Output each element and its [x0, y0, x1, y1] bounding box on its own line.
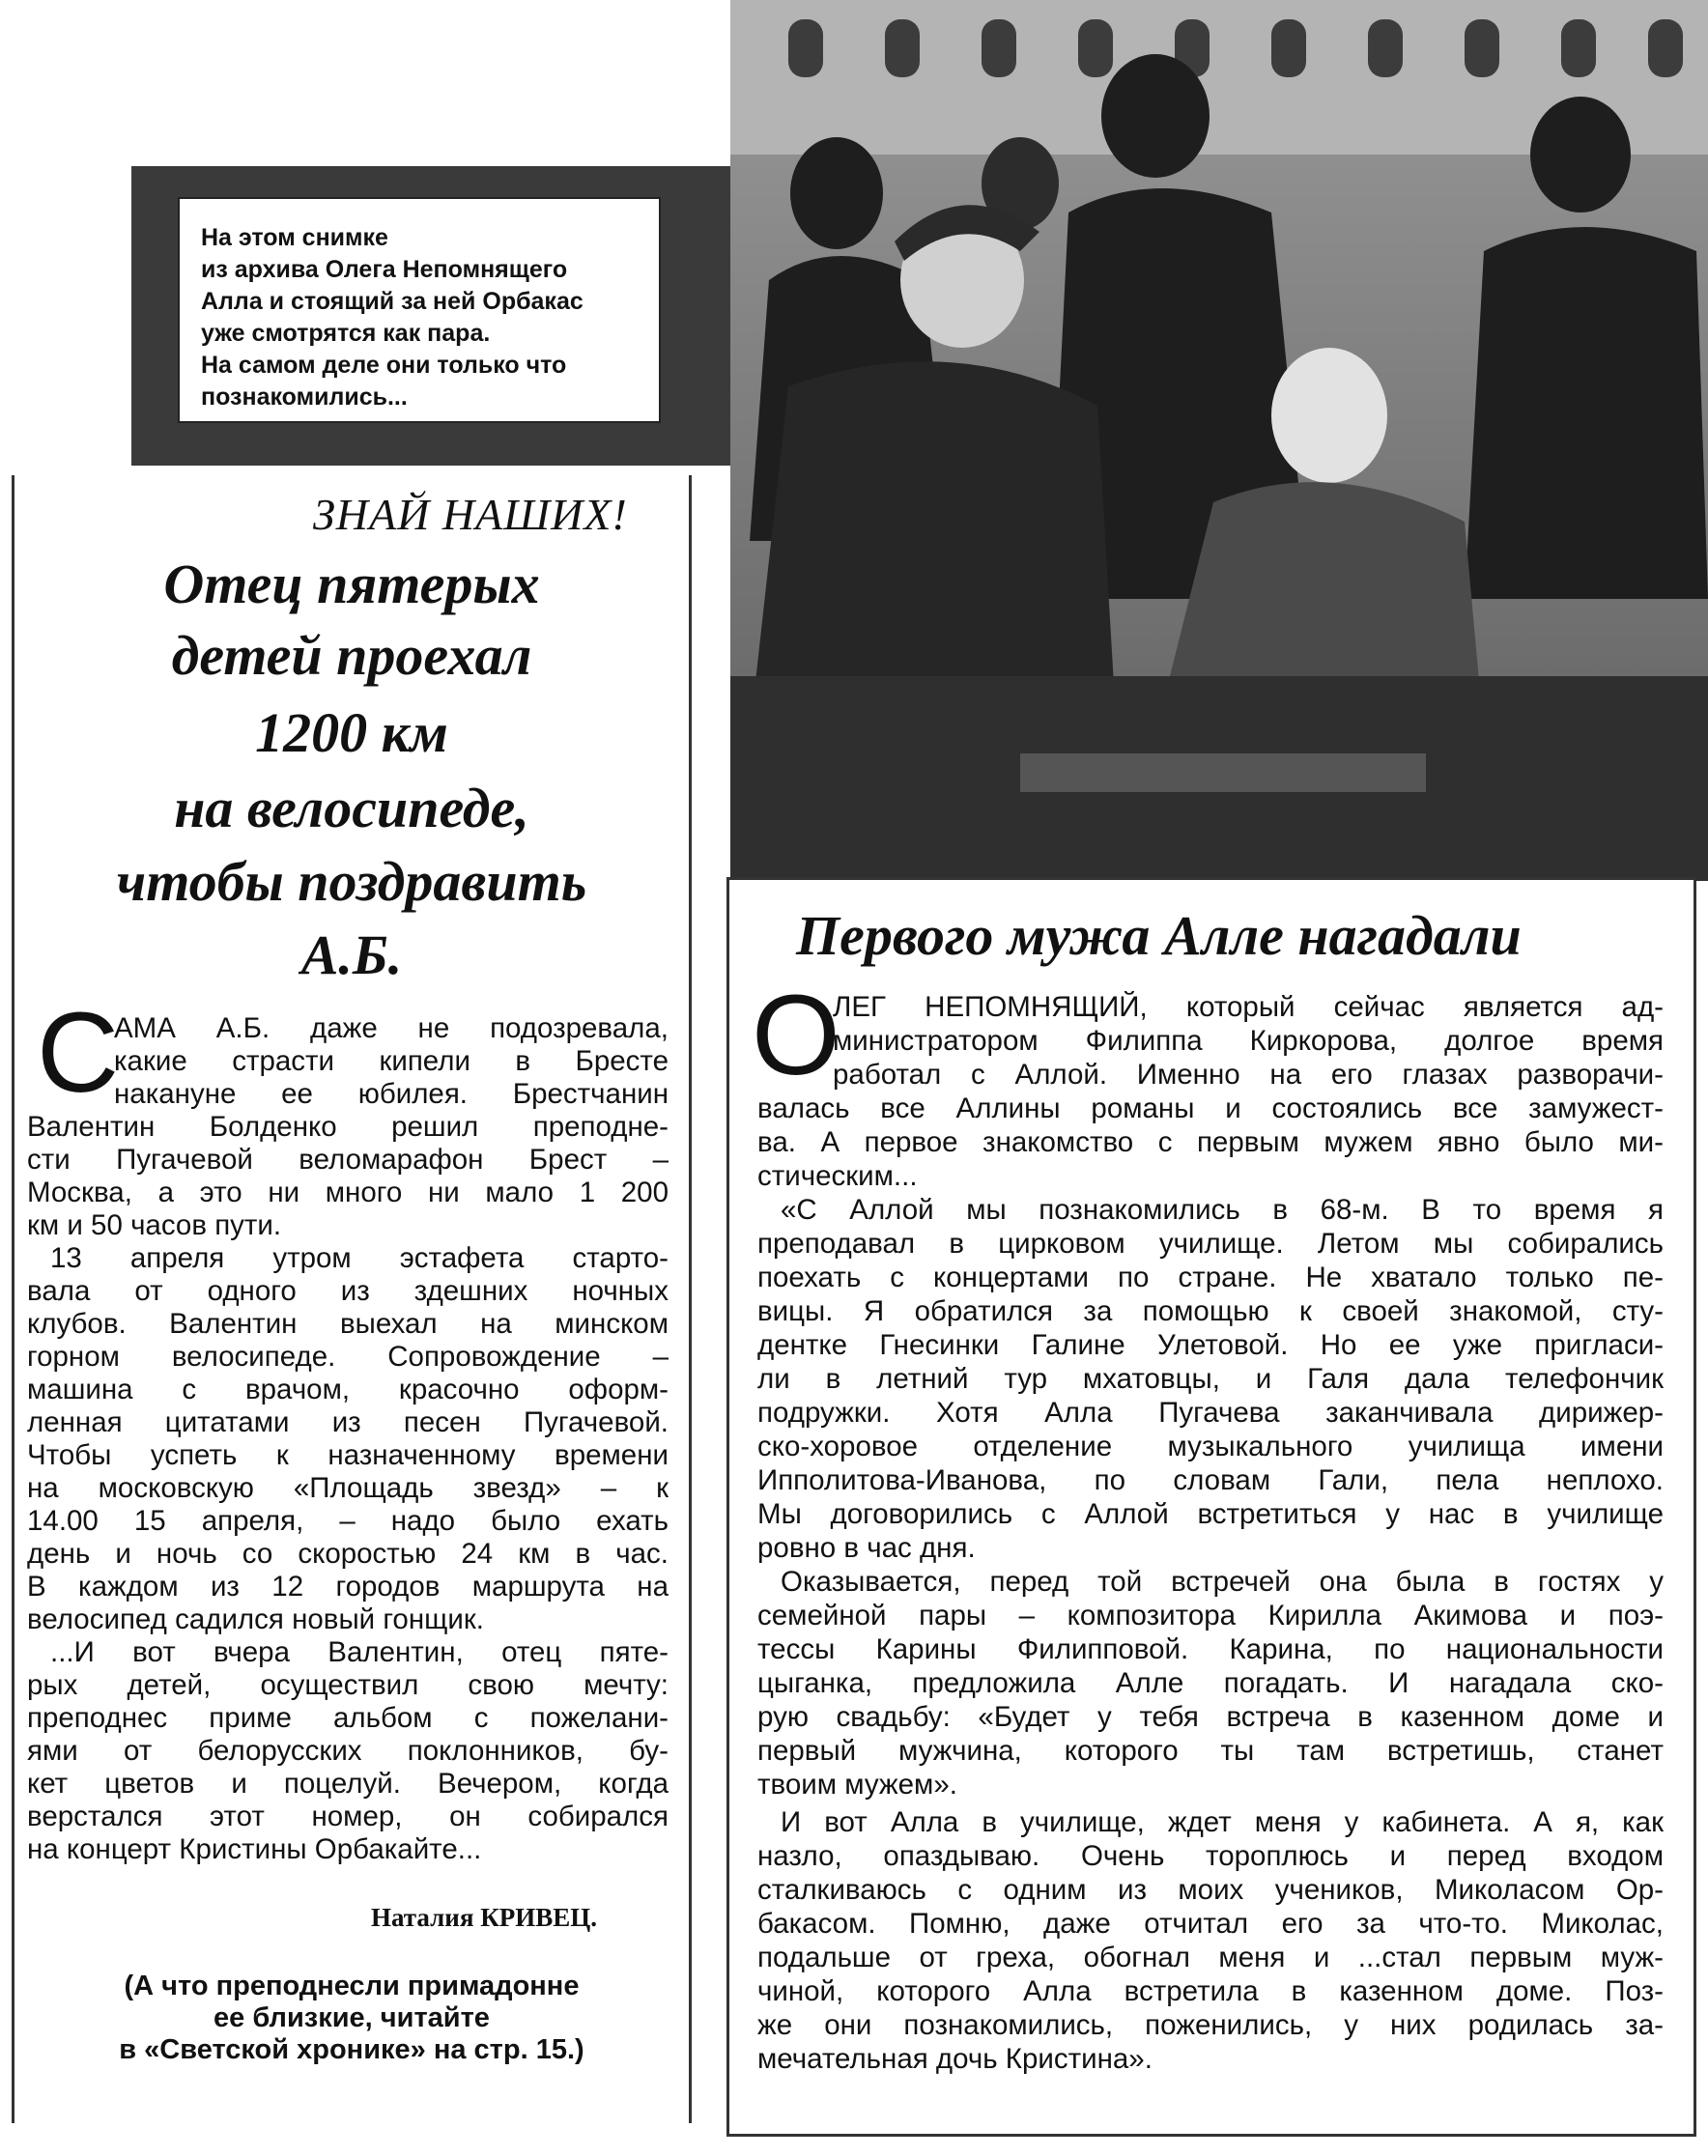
text-line: Мы договорились с Аллой встретиться у нас в училище [757, 1498, 1664, 1530]
text-line: АМА А.Б. даже не подозревала, [114, 1012, 669, 1044]
text-line: преподнес приме альбом с пожелани- [27, 1702, 669, 1734]
text-line: министратором Филиппа Киркорова, долгое время [833, 1025, 1664, 1057]
text-line: рую свадьбу: «Будет у тебя встреча в казенном доме и [757, 1701, 1664, 1733]
headline-line: Отец пятерых [163, 553, 540, 615]
caption-line: Алла и стоящий за ней Орбакас [201, 288, 584, 315]
text-line: тессы Карины Филипповой. Карина, по национальности [757, 1633, 1664, 1665]
text-line: чиной, которого Алла встретила в казенном доме. Поз- [757, 1975, 1664, 2007]
text-line: поехать с концертами по стране. Не хватало только пе- [757, 1262, 1664, 1293]
text-line: ...И вот вчера Валентин, отец пяте- [50, 1636, 669, 1668]
caption-line: познакомились... [201, 383, 408, 411]
text-line: мечательная дочь Кристина». [757, 2043, 1153, 2075]
text-line: преподавал в цирковом училище. Летом мы собирались [757, 1228, 1664, 1260]
archive-photo-image [730, 0, 1708, 881]
text-line: Ипполитова-Иванова, по словам Гали, пела неплохо. [757, 1464, 1664, 1496]
text-line: накануне ее юбилея. Брестчанин [114, 1078, 669, 1110]
text-line: ва. А первое знакомство с первым мужем явно было ми- [757, 1126, 1664, 1158]
text-line: машина с врачом, красочно оформ- [27, 1374, 669, 1405]
text-line: В каждом из 12 городов маршрута на [27, 1571, 669, 1603]
text-line: вала от одного из здешних ночных [27, 1275, 669, 1307]
dropcap: С [37, 989, 120, 1117]
text-line: Оказывается, перед той встречей она была в гостях у [781, 1566, 1664, 1598]
text-line: И вот Алла в училище, ждет меня у кабинета. А я, как [781, 1806, 1664, 1838]
text-line: клубов. Валентин выехал на минском [27, 1308, 669, 1340]
text-line: бакасом. Помню, даже отчитал его за что-то. Миколас, [757, 1908, 1664, 1940]
note-line: в «Светской хронике» на стр. 15.) [119, 2034, 584, 2065]
headline-line: на велосипеде, [174, 777, 529, 839]
text-line: валась все Аллины романы и состоялись все замужест- [757, 1092, 1664, 1124]
text-line: ско-хоровое отделение музыкального училища имени [757, 1431, 1664, 1462]
note-line: (А что преподнесли примадонне [124, 1971, 580, 2001]
headline-line: 1200 км [255, 701, 448, 764]
text-line: семейной пары – композитора Кирилла Акимова и поэ- [757, 1600, 1664, 1631]
text-line: какие страсти кипели в Бресте [114, 1045, 669, 1077]
text-line: день и ночь со скоростью 24 км в час. [27, 1538, 669, 1570]
text-line: рых детей, осуществил свою мечту: [27, 1669, 669, 1701]
text-line: ли в летний тур мхатовцы, и Галя дала телефончик [757, 1363, 1664, 1395]
text-line: кет цветов и поцелуй. Вечером, когда [27, 1768, 669, 1800]
text-line: подальше от греха, обогнал меня и ...стал первым муж- [757, 1942, 1664, 1973]
text-line: ровно в час дня. [757, 1532, 976, 1564]
text-line: Валентин Болденко решил преподне- [27, 1111, 669, 1143]
text-line: сталкиваюсь с одним из моих учеников, Миколасом Ор- [757, 1874, 1664, 1906]
text-line: первый мужчина, которого ты там встретишь, станет [757, 1735, 1664, 1767]
text-line: на московскую «Площадь звезд» – к [27, 1472, 669, 1504]
text-line: ями от белорусских поклонников, бу- [27, 1735, 669, 1767]
text-line: верстался этот номер, он собирался [27, 1801, 669, 1832]
author-signature: Наталия КРИВЕЦ. [371, 1903, 598, 1932]
text-line: сти Пугачевой веломарафон Брест – [27, 1144, 669, 1176]
caption-line: На этом снимке [201, 224, 388, 251]
text-line: же они познакомились, поженились, у них родилась за- [757, 2009, 1664, 2041]
text-line: велосипед садился новый гонщик. [27, 1603, 484, 1635]
caption-line: На самом деле они только что [201, 352, 567, 379]
text-line: подружки. Хотя Алла Пугачева заканчивала дирижер- [757, 1397, 1664, 1429]
text-line: работал с Аллой. Именно на его глазах разворачи- [833, 1059, 1664, 1091]
archive-photo [730, 0, 1708, 881]
text-line: цыганка, предложила Алле погадать. И нагадала ско- [757, 1667, 1664, 1699]
text-line: на концерт Кристины Орбакайте... [27, 1833, 482, 1865]
text-line: Чтобы успеть к назначенному времени [27, 1439, 669, 1471]
headline-line: чтобы поздравить [116, 850, 587, 913]
caption-line: уже смотрятся как пара. [201, 320, 491, 347]
text-line: стическим... [757, 1160, 918, 1192]
text-line: назло, опаздываю. Очень тороплюсь и перед входом [757, 1840, 1664, 1872]
text-line: твоим мужем». [757, 1769, 957, 1801]
headline-line: детей проехал [171, 624, 532, 687]
text-line: 13 апреля утром эстафета старто- [50, 1242, 669, 1274]
text-line: Москва, а это ни много ни мало 1 200 [27, 1177, 669, 1208]
dropcap: О [752, 972, 840, 1099]
text-line: км и 50 часов пути. [27, 1209, 282, 1241]
text-line: 14.00 15 апреля, – надо было ехать [27, 1505, 669, 1537]
caption-line: из архива Олега Непомнящего [201, 256, 568, 283]
note-line: ее близкие, читайте [214, 2002, 490, 2033]
right-headline: Первого мужа Алле нагадали [796, 904, 1522, 967]
text-line: «С Аллой мы познакомились в 68-м. В то время я [781, 1194, 1664, 1226]
rubric: ЗНАЙ НАШИХ! [313, 490, 628, 539]
photo-caption [178, 197, 661, 423]
text-line: ЛЕГ НЕПОМНЯЩИЙ, который сейчас является ад- [833, 991, 1664, 1023]
text-line: горном велосипеде. Сопровождение – [27, 1341, 669, 1373]
text-line: дентке Гнесинки Галине Улетовой. Но ее уже пригласи- [757, 1329, 1664, 1361]
text-line: вицы. Я обратился за помощью к своей знакомой, сту- [757, 1295, 1664, 1327]
text-line: ленная цитатами из песен Пугачевой. [27, 1406, 669, 1438]
cross-reference-note [43, 1971, 661, 2066]
headline-line: А.Б. [300, 923, 403, 986]
